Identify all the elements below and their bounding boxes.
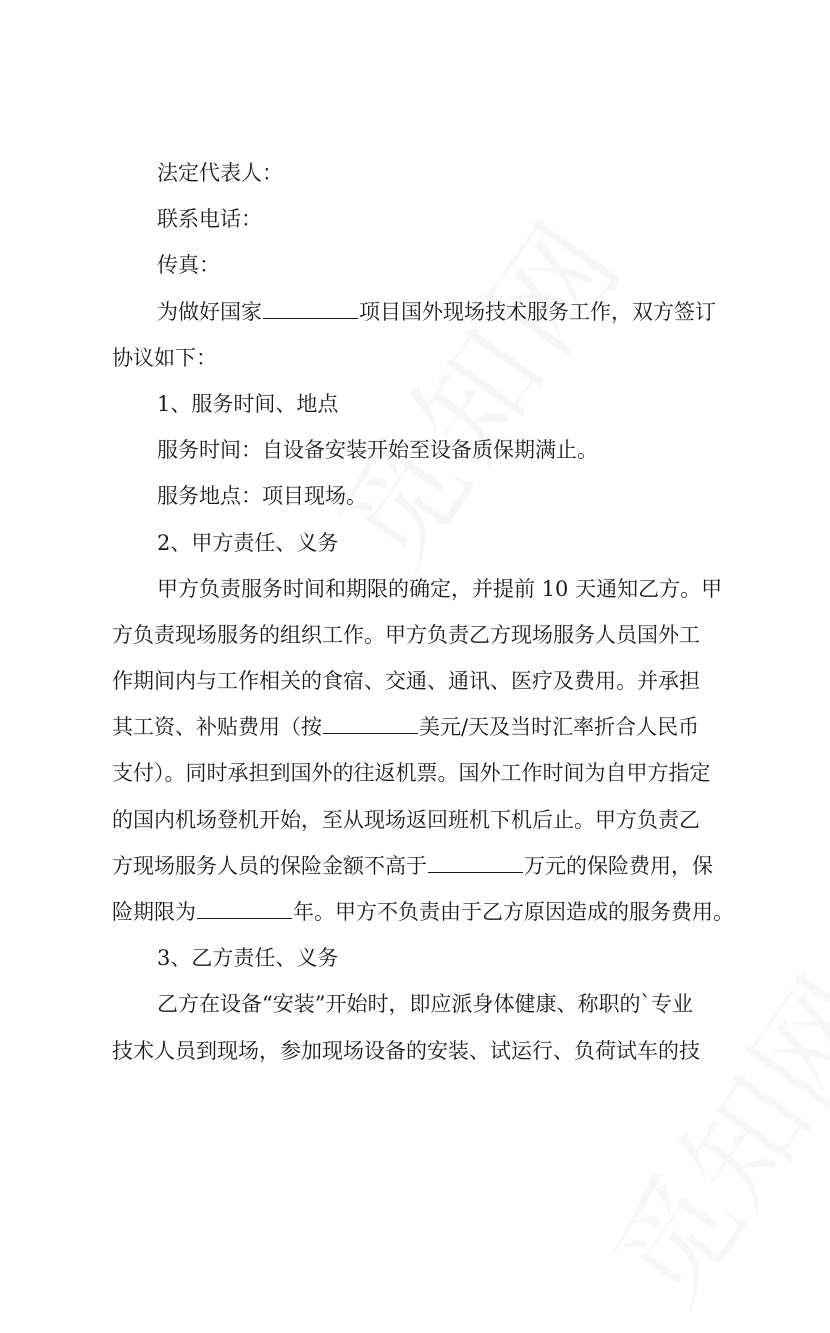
party-a-paragraph-line-6: 的国内机场登机开始，至从现场返回班机下机后止。甲方负责乙: [112, 807, 700, 832]
service-time-line: 服务时间：自设备安装开始至设备质保期满止。: [157, 438, 598, 463]
section-1-heading: 1、服务时间、地点: [157, 391, 339, 416]
project-name-blank: [263, 296, 358, 319]
party-a-paragraph-line-2: 方负责现场服务的组织工作。甲方负责乙方现场服务人员国外工: [112, 622, 700, 647]
party-a-paragraph-line-4: 其工资、补贴费用（按 美元/天及当时汇率折合人民币: [112, 704, 742, 750]
service-location-line: 服务地点：项目现场。: [157, 484, 367, 509]
intro-paragraph-line-1: 为做好国家 项目国外现场技术服务工作，双方签订: [112, 289, 742, 335]
party-b-paragraph-line-2: 技术人员到现场，参加现场设备的安装、试运行、负荷试车的技: [112, 1038, 700, 1063]
section-2-heading: 2、甲方责任、义务: [157, 530, 339, 555]
daily-rate-blank: [323, 711, 418, 734]
intro-paragraph-line-2: 协议如下：: [112, 345, 217, 370]
legal-representative-line: 法定代表人：: [157, 161, 283, 185]
section-3-heading: 3、乙方责任、义务: [157, 946, 339, 971]
party-a-paragraph-line-7: 方现场服务人员的保险金额不高于 万元的保险费用，保: [112, 843, 742, 889]
party-a-paragraph-line-8: 险期限为 年。甲方不负责由于乙方原因造成的服务费用。: [112, 889, 742, 935]
party-a-paragraph-line-1: 甲方负责服务时间和期限的确定，并提前 10 天通知乙方。甲: [157, 576, 723, 601]
party-a-paragraph-line-5: 支付）。同时承担到国外的往返机票。国外工作时间为自甲方指定: [112, 761, 711, 786]
party-a-paragraph-line-3: 作期间内与工作相关的食宿、交通、通讯、医疗及费用。并承担: [112, 669, 700, 694]
party-b-paragraph-line-1: 乙方在设备“安装”开始时，即应派身体健康、称职的`专业: [157, 992, 693, 1017]
document-body: [112, 150, 742, 1074]
contact-phone-line: 联系电话：: [157, 207, 262, 232]
fax-line: 传真：: [157, 253, 220, 278]
insurance-amount-blank: [428, 850, 523, 873]
insurance-period-blank: [197, 896, 292, 919]
